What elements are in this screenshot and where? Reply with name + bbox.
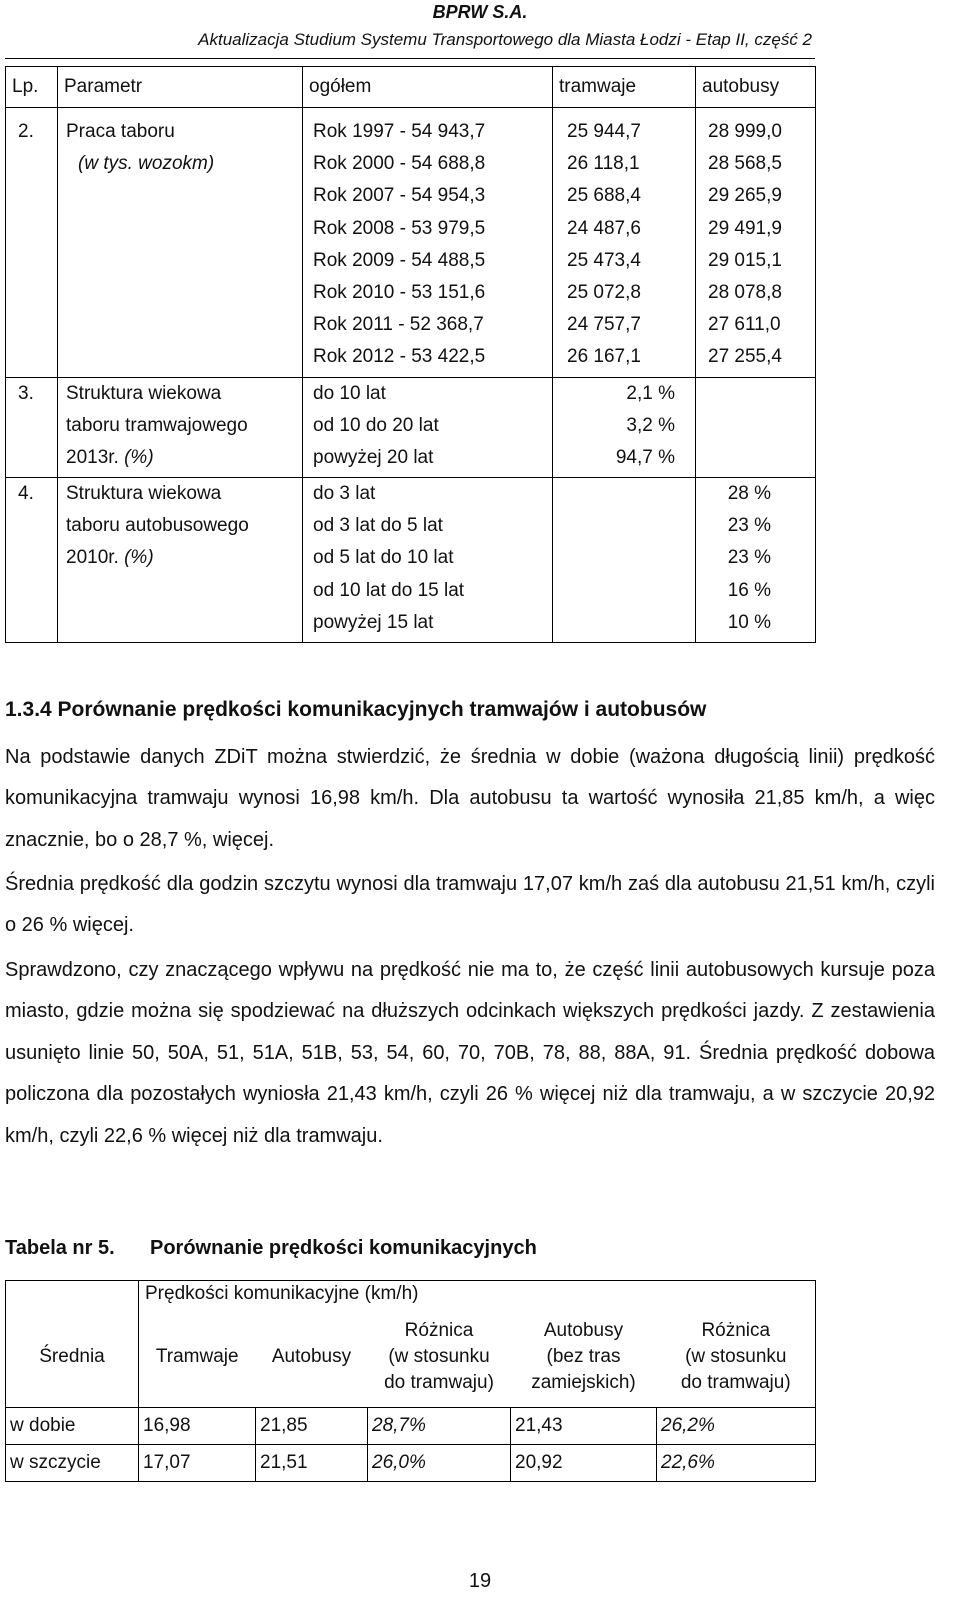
table-row [6,1408,816,1445]
cell-value: 27 255,4 [708,346,782,368]
cell-value: Rok 2010 - 53 151,6 [313,281,486,303]
cell-value: 3,2 % [626,414,675,436]
cell-value: Rok 2000 - 54 688,8 [313,153,486,175]
cell-value: 28 999,0 [708,121,782,142]
table-cell: 26,0% [368,1445,511,1482]
cell-value: 26 167,1 [567,346,641,368]
table-cell: 21,85 [256,1408,368,1445]
row-number: 3. [18,382,34,404]
table-row [6,377,816,478]
param-label: 2010r. (%) [66,547,154,569]
cell-value: 28 078,8 [708,281,782,303]
page-number: 19 [468,1570,492,1592]
cell-value: Rok 2008 - 53 979,5 [313,217,486,239]
header-cell: Różnica (w stosunku do tramwaju) [368,1307,511,1408]
cell-value: 2,1 % [626,382,675,404]
cell-value: 28 % [727,483,771,505]
table-cell: 17,07 [139,1445,256,1482]
param-label: taboru autobusowego [66,515,249,537]
header-cell: Autobusy [256,1307,368,1408]
table-cell: 21,43 [511,1408,657,1445]
header-cell: ogółem [303,67,553,108]
speed-comparison-table [5,1280,816,1482]
group-header: Prędkości komunikacyjne (km/h) [139,1281,816,1308]
cell-value: Rok 2011 - 52 368,7 [313,314,484,336]
header-subtitle: Aktualizacja Studium Systemu Transportowego dla Miasta Łodzi - Etap II, część 2 [198,30,812,49]
header-cell: Lp. [6,67,58,108]
cell-value: Rok 1997 - 54 943,7 [313,121,486,142]
cell-value: powyżej 20 lat [313,446,434,468]
cell-value: 94,7 % [615,446,675,468]
caption-title: Porównanie prędkości komunikacyjnych [150,1237,537,1259]
caption-number: Tabela nr 5. [5,1237,115,1259]
param-label: Struktura wiekowa [66,382,222,404]
table-cell: w dobie [6,1408,139,1445]
table-cell: 16,98 [139,1408,256,1445]
table-header-row [6,1307,816,1408]
table-header-row [6,1281,816,1308]
table-cell: w szczycie [6,1445,139,1482]
cell-value: 23 % [727,515,771,537]
cell-value: 29 015,1 [708,249,782,271]
param-label: Praca taboru [66,121,175,142]
cell-value: Rok 2007 - 54 954,3 [313,185,486,207]
table-cell: 22,6% [657,1445,816,1482]
table-row [6,1445,816,1482]
cell-value: do 3 lat [313,483,376,505]
cell-value: do 10 lat [313,382,386,404]
paragraph: Sprawdzono, czy znaczącego wpływu na prędkość nie ma to, że część linii autobusowych kursuje poza miasto, gdzie można się spodziewać na dłuższych odcinkach większych prędkości jazdy. Z zestawienia usunięto linie 50, 50A, 51, 51A, 51B, 53, 54, 60, 70, 70B, 78, 88, 88A, 91. Średnia prędkość dobowa policzona dla pozostałych wyniosła 21,43 km/h, czyli 26 % więcej niż dla tramwaju, a w szczycie 20,92 km/h, czyli 22,6 % więcej niż dla tramwaju. [5,959,935,1147]
param-label: 2013r. (%) [66,446,154,468]
cell-value: 24 487,6 [567,217,641,239]
row-number: 4. [18,483,34,505]
cell-value: 27 611,0 [708,314,781,336]
header-cell: Autobusy (bez tras zamiejskich) [511,1307,657,1408]
table-cell: 21,51 [256,1445,368,1482]
header-company: BPRW S.A. [432,2,528,22]
cell-value: powyżej 15 lat [313,611,434,633]
section-title: 1.3.4 Porównanie prędkości komunikacyjnych tramwajów i autobusów [5,698,707,721]
table-caption [5,1237,537,1260]
paragraph: Na podstawie danych ZDiT można stwierdzić, że średnia w dobie (ważona długością linii) prędkość komunikacyjna tramwaju wynosi 16,98 km/h. Dla autobusu ta wartość wynosiła 21,85 km/h, a więc znacznie, bo o 28,7 %, więcej. [5,746,935,851]
table-row [6,478,816,643]
header-cell: tramwaje [553,67,696,108]
param-label: Struktura wiekowa [66,483,222,505]
cell-value: 24 757,7 [567,314,641,336]
param-label: taboru tramwajowego [66,414,248,436]
cell-value: 26 118,1 [567,153,640,175]
param-label: (w tys. wozokm) [78,153,215,175]
header-cell: Parametr [58,67,303,108]
table-header-row [6,67,816,108]
cell-value: od 5 lat do 10 lat [313,547,454,569]
cell-value: 23 % [727,547,771,569]
cell-value: Rok 2012 - 53 422,5 [313,346,486,368]
table-row [6,108,816,378]
paragraph: Średnia prędkość dla godzin szczytu wynosi dla tramwaju 17,07 km/h zaś dla autobusu 21,51 km/h, czyli o 26 % więcej. [5,873,935,937]
cell-value: 16 % [727,579,771,601]
parameters-table [5,66,816,643]
header-cell: autobusy [696,67,816,108]
cell-value: 28 568,5 [708,153,782,175]
header-cell: Tramwaje [139,1307,256,1408]
header-cell: Różnica (w stosunku do tramwaju) [657,1307,816,1408]
table-cell: 28,7% [368,1408,511,1445]
header-divider [5,58,815,59]
table-cell: 26,2% [657,1408,816,1445]
cell-value: 10 % [727,611,771,633]
cell-value: 25 072,8 [567,281,641,303]
cell-value: 25 473,4 [567,249,641,271]
cell-value: od 3 lat do 5 lat [313,515,443,537]
row-number: 2. [18,121,34,142]
cell-value: od 10 do 20 lat [313,414,439,436]
cell-value: 29 491,9 [708,217,782,239]
cell-value: Rok 2009 - 54 488,5 [313,249,486,271]
table-cell: 20,92 [511,1445,657,1482]
cell-value: od 10 lat do 15 lat [313,579,465,601]
header-cell: Średnia [6,1307,139,1408]
cell-value: 25 944,7 [567,121,641,142]
cell-value: 25 688,4 [567,185,641,207]
cell-value: 29 265,9 [708,185,782,207]
